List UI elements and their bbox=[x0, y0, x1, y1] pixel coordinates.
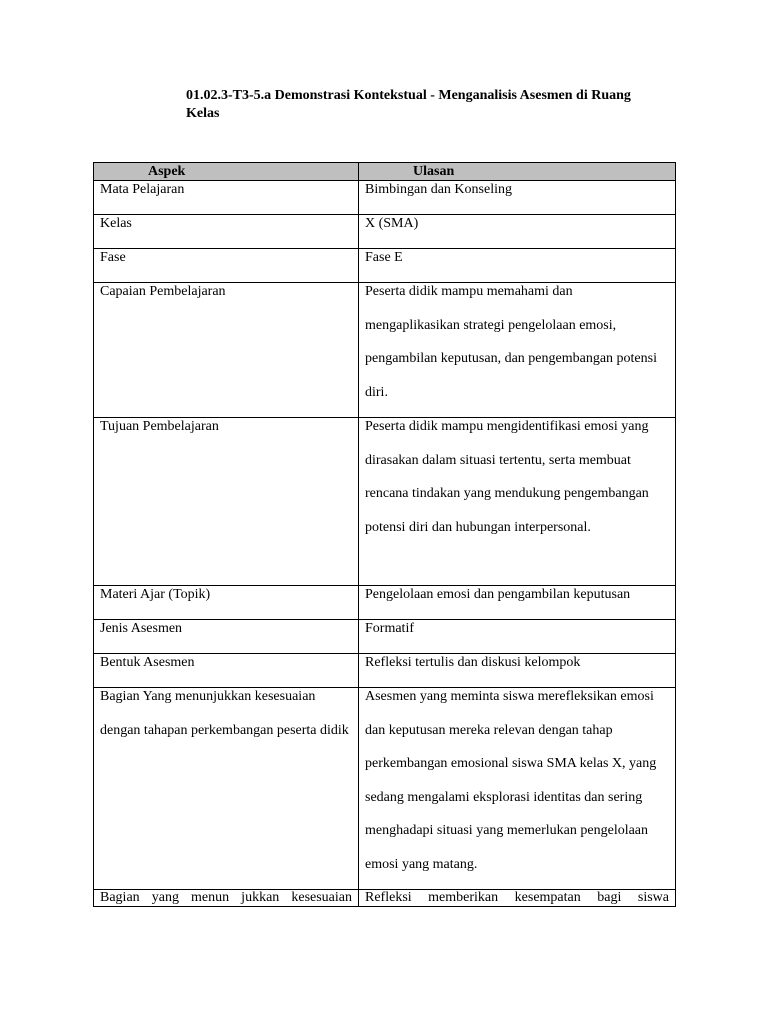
cell-ulasan: Formatif bbox=[359, 620, 676, 654]
cell-ulasan: Refleksi tertulis dan diskusi kelompok bbox=[359, 654, 676, 688]
cell-ulasan: Peserta didik mampu mengidentifikasi emosi yang dirasakan dalam situasi tertentu, serta membuat rencana tindakan yang mendukung pengembangan potensi diri dan hubungan interpersonal. bbox=[359, 418, 676, 586]
table-row bbox=[94, 890, 676, 907]
header-ulasan: Ulasan bbox=[359, 163, 676, 181]
cell-ulasan: Bimbingan dan Konseling bbox=[359, 181, 676, 215]
table-header-row bbox=[94, 163, 676, 181]
cell-ulasan: X (SMA) bbox=[359, 215, 676, 249]
table-row bbox=[94, 215, 676, 249]
cell-aspek: Bagian Yang menunjukkan kesesuaian dengan tahapan perkembangan peserta didik bbox=[94, 688, 359, 890]
cell-aspek: Bentuk Asesmen bbox=[94, 654, 359, 688]
table-row bbox=[94, 418, 676, 586]
header-aspek: Aspek bbox=[94, 163, 359, 181]
cell-aspek: Jenis Asesmen bbox=[94, 620, 359, 654]
cell-aspek: Bagian yang menun jukkan kesesuaian bbox=[94, 890, 359, 907]
cell-ulasan: Asesmen yang meminta siswa merefleksikan emosi dan keputusan mereka relevan dengan tahap perkembangan emosional siswa SMA kelas X, yang sedang mengalami eksplorasi identitas dan sering menghadapi situasi yang memerlukan pengelolaan emosi yang matang. bbox=[359, 688, 676, 890]
table-row bbox=[94, 688, 676, 890]
assessment-table bbox=[93, 162, 676, 907]
cell-aspek: Tujuan Pembelajaran bbox=[94, 418, 359, 586]
table-row bbox=[94, 620, 676, 654]
document-title: 01.02.3-T3-5.a Demonstrasi Kontekstual - Menganalisis Asesmen di Ruang Kelas bbox=[186, 88, 631, 121]
cell-ulasan: Peserta didik mampu memahami dan mengaplikasikan strategi pengelolaan emosi, pengambilan keputusan, dan pengembangan potensi diri. bbox=[359, 283, 676, 418]
table-row bbox=[94, 181, 676, 215]
cell-aspek: Kelas bbox=[94, 215, 359, 249]
table-row bbox=[94, 586, 676, 620]
cell-ulasan: Pengelolaan emosi dan pengambilan keputusan bbox=[359, 586, 676, 620]
cell-ulasan: Refleksi memberikan kesempatan bagi siswa bbox=[359, 890, 676, 907]
cell-aspek: Fase bbox=[94, 249, 359, 283]
table-row bbox=[94, 283, 676, 418]
cell-ulasan: Fase E bbox=[359, 249, 676, 283]
cell-aspek: Mata Pelajaran bbox=[94, 181, 359, 215]
cell-aspek: Capaian Pembelajaran bbox=[94, 283, 359, 418]
cell-aspek: Materi Ajar (Topik) bbox=[94, 586, 359, 620]
